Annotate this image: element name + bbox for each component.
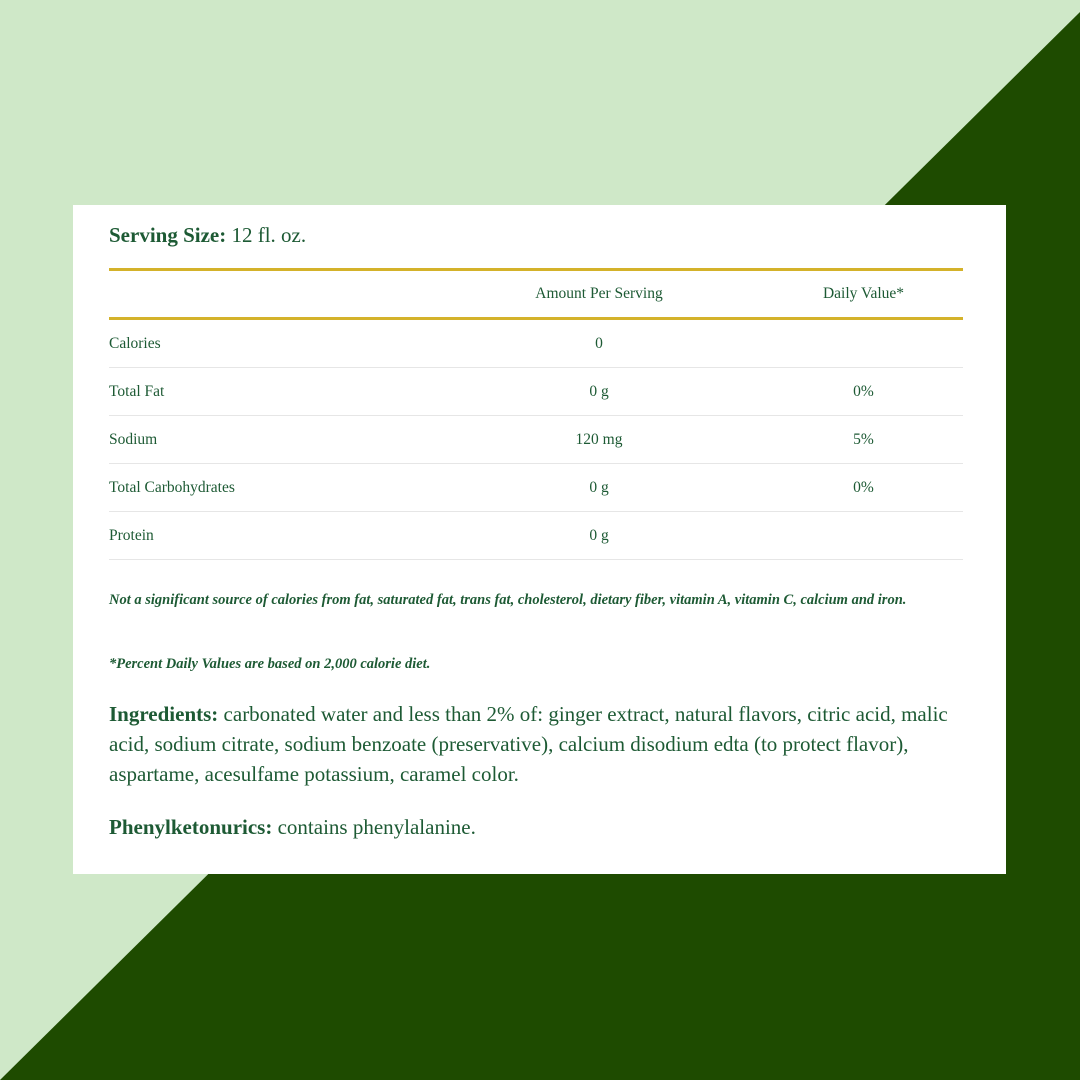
nutrient-amount: 0: [595, 334, 603, 352]
phenylketonurics-text: contains phenylalanine.: [272, 815, 476, 839]
header-amount: Amount Per Serving: [535, 285, 663, 302]
nutrition-card: [73, 205, 1006, 874]
header-daily-value: Daily Value*: [822, 285, 905, 302]
table-row: [109, 320, 963, 368]
serving-size-label: Serving Size:: [109, 223, 227, 247]
table-row: [109, 368, 963, 416]
nutrition-table: [109, 268, 963, 560]
serving-size: [109, 223, 306, 248]
table-row: [109, 464, 963, 512]
insignificant-note: Not a significant source of calories from fat, saturated fat, trans fat, cholesterol, dietary fiber, vitamin A, vitamin C, calcium and iron.: [109, 592, 907, 608]
nutrient-amount: 0 g: [589, 382, 609, 400]
nutrient-name: Total Carbohydrates: [109, 478, 235, 496]
nutrient-dv: 5%: [853, 430, 874, 448]
phenylketonurics-label: Phenylketonurics:: [109, 815, 273, 839]
daily-values-note: *Percent Daily Values are based on 2,000 calorie diet.: [109, 656, 431, 672]
nutrient-amount: 0 g: [589, 478, 609, 496]
nutrient-amount: 120 mg: [575, 430, 623, 448]
nutrient-dv: 0%: [853, 382, 874, 400]
table-row: [109, 512, 963, 560]
nutrient-name: Total Fat: [109, 382, 165, 400]
serving-size-value: 12 fl. oz.: [231, 223, 307, 247]
ingredients: [109, 699, 959, 789]
nutrient-dv: 0%: [853, 478, 874, 496]
nutrient-name: Calories: [109, 334, 161, 352]
table-header: [109, 271, 963, 317]
phenylketonurics: [109, 812, 959, 842]
ingredients-text: carbonated water and less than 2% of: ginger extract, natural flavors, citric acid, malic acid, sodium citrate, sodium benzoate (preservative), calcium disodium edta (to protect flavor), aspartame, acesulfame potassium, caramel color.: [109, 702, 948, 786]
ingredients-label: Ingredients:: [109, 702, 219, 726]
nutrient-name: Protein: [109, 526, 154, 544]
nutrient-name: Sodium: [109, 430, 158, 448]
nutrient-amount: 0 g: [589, 526, 609, 544]
table-row: [109, 416, 963, 464]
